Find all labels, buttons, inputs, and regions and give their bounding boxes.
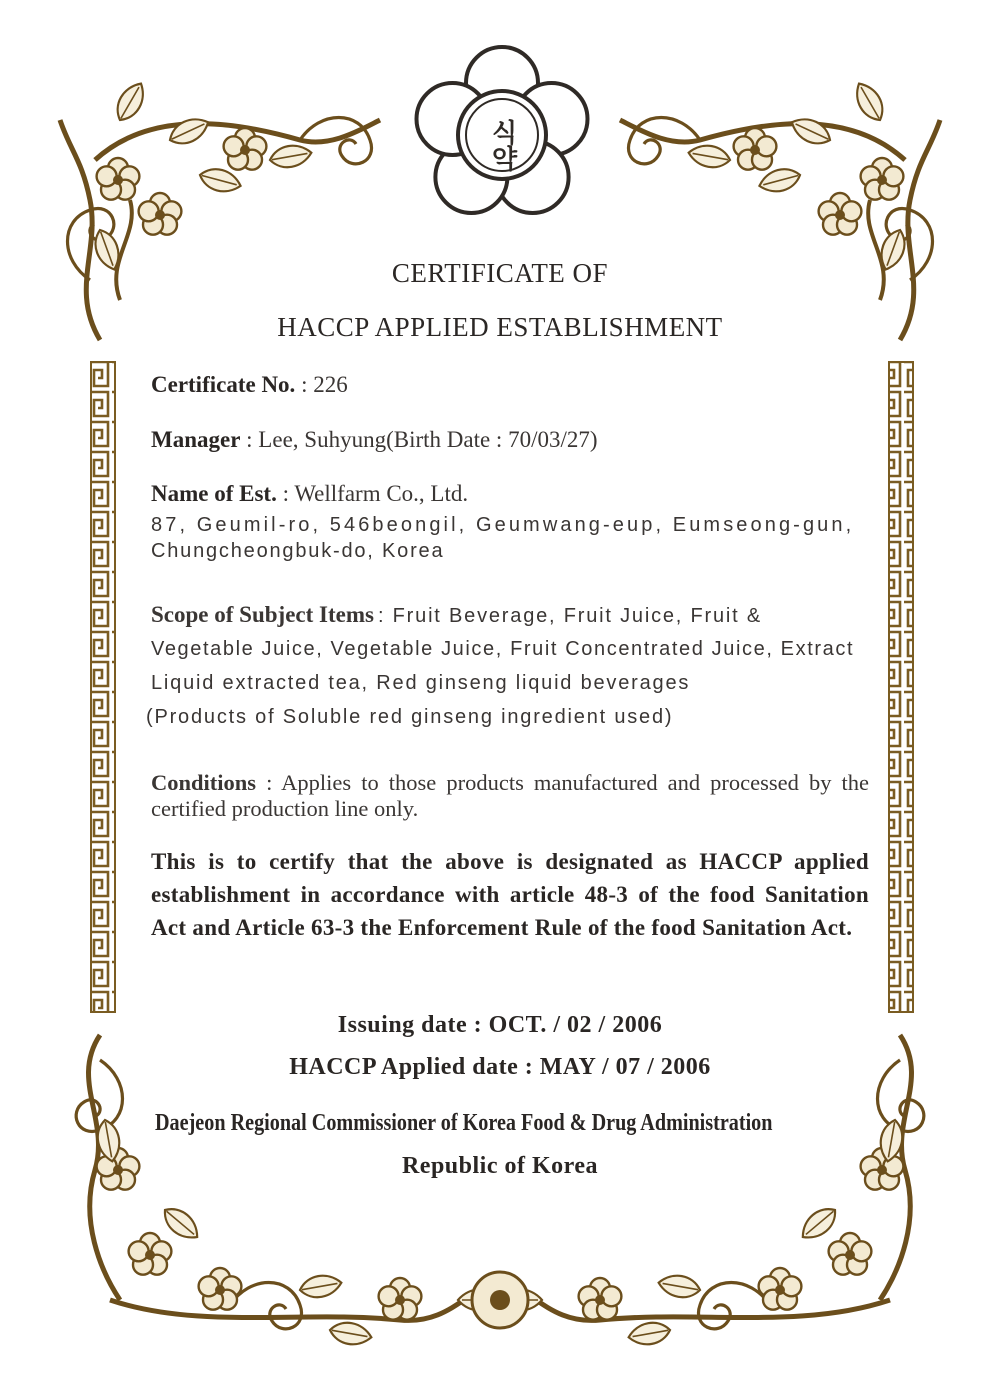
establishment-value: : Wellfarm Co., Ltd.: [282, 481, 469, 506]
certification-statement: This is to certify that the above is designated as HACCP applied establishment in accordance with article 48-3 of the food Sanitation Act and Article 63-3 the Enforcement Rule of the food Sanitation Act.: [151, 849, 869, 940]
certificate-no-row: [151, 372, 348, 398]
establishment-address-line2: Chungcheongbuk-do, Korea: [151, 540, 445, 562]
scope-line3: Liquid extracted tea, Red ginseng liquid beverages: [151, 672, 691, 694]
establishment-row: [151, 481, 468, 507]
establishment-address-line1: 87, Geumil-ro, 546beongil, Geumwang-eup, Eumseong-gun,: [151, 514, 855, 536]
certificate-no-label: Certificate No.: [151, 372, 296, 397]
scope-line4: (Products of Soluble red ginseng ingredient used): [146, 706, 674, 728]
bottom-right-ornament: [520, 1035, 924, 1348]
top-right-ornament: [620, 78, 940, 340]
agency-emblem: [417, 47, 588, 213]
certificate-no-value: : 226: [301, 372, 348, 397]
certificate-title-line1: CERTIFICATE OF: [391, 258, 609, 288]
certificate-title-line2: HACCP APPLIED ESTABLISHMENT: [277, 312, 723, 342]
top-left-ornament: [60, 78, 380, 340]
manager-value: : Lee, Suhyung(Birth Date : 70/03/27): [246, 427, 598, 452]
issuing-authority: Daejeon Regional Commissioner of Korea Food & Drug Administration: [155, 1110, 773, 1136]
applied-date: HACCP Applied date : MAY / 07 / 2006: [289, 1054, 711, 1080]
scope-line1: : Fruit Beverage, Fruit Juice, Fruit &: [377, 605, 763, 627]
bottom-left-ornament: [76, 1035, 480, 1348]
bottom-center-ornament: [458, 1272, 542, 1328]
manager-label: Manager: [151, 427, 241, 452]
scope-row: [151, 602, 762, 628]
country-name: Republic of Korea: [401, 1153, 599, 1179]
establishment-label: Name of Est.: [151, 481, 277, 506]
issuing-date: Issuing date : OCT. / 02 / 2006: [337, 1012, 663, 1038]
conditions-text: : Applies to those products manufactured and processed by the certified production line only.: [151, 770, 870, 821]
emblem-text: 식약: [487, 119, 517, 171]
scope-label: Scope of Subject Items: [151, 602, 374, 627]
manager-row: [151, 427, 598, 453]
conditions-paragraph: [151, 770, 869, 822]
conditions-label: Conditions: [151, 770, 257, 795]
scope-line2: Vegetable Juice, Vegetable Juice, Fruit Concentrated Juice, Extract: [151, 638, 855, 660]
